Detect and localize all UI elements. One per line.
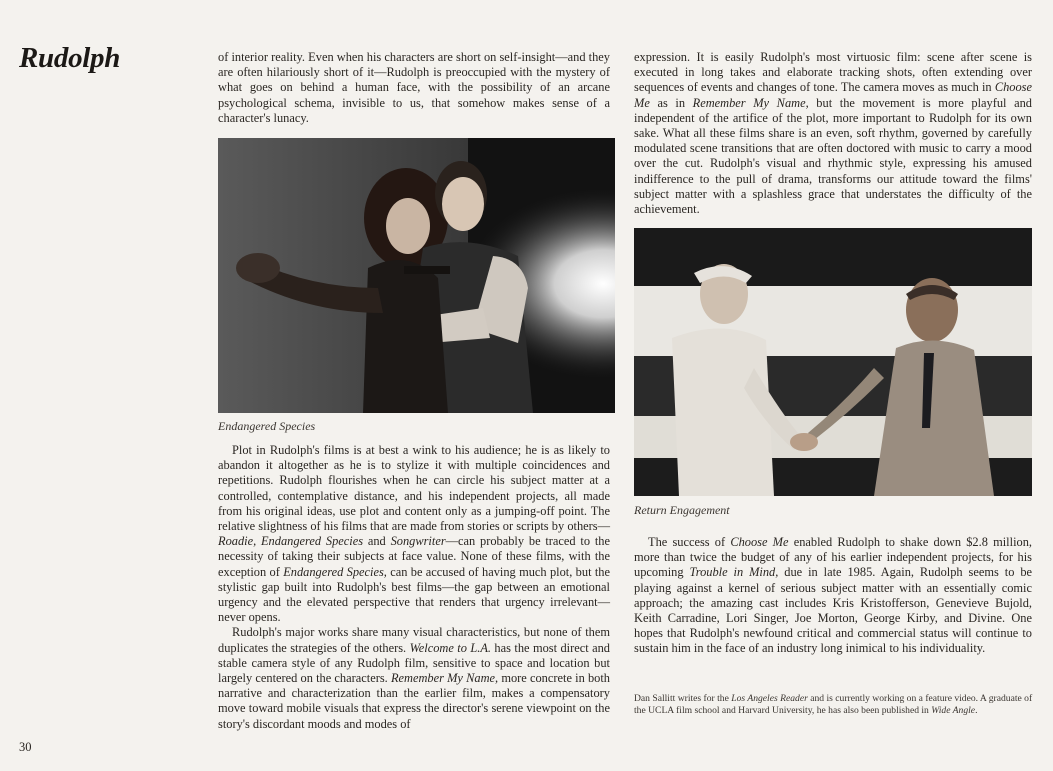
right-column-body [634,535,1032,657]
paragraph: The success of Choose Me enabled Rudolph to shake down $2.8 million, more than twice the budget of any of his earlier independent projects, for his upcoming Trouble in Mind, due in late 1985. Again, Rudolph seems to be playing against a kernel of serious subject matter with an essentially comic approach; the amazing cast includes Kris Kristofferson, Genevieve Bujold, Keith Carradine, Lori Singer, Joe Morton, George Kirby, and Divine. One hopes that Rudolph's newfound critical and commercial status will continue to sustain him in the face of an industry long inimical to his individuality. [634,535,1033,656]
film-still-image [218,138,615,413]
film-still-image [634,228,1032,496]
page-heading: Rudolph [19,42,121,74]
paragraph: Plot in Rudolph's films is at best a wink to his audience; he is as likely to abandon it altogether as he is to stylize it with multiple coincidences and repetitions. Rudolph flourishes when he can circle his subject matter at a controlled, contemplative distance, and his independent projects, all made from his original ideas, use plot and content only as a jumping-off point. The relative slightness of his films that are made from stories or scripts by others—Roadie, Endangered Species and Songwriter—can probably be traced to the necessity of taking their subjects at face value. None of these films, with the exception of Endangered Species, can be accused of having much plot, but the stylistic gap built into Rudolph's best films—the gap between an emotional urgency and the elevated perspective that renders that urgency irrelevant—never opens. [218,443,611,625]
author-byline: Dan Sallitt writes for the Los Angeles Reader and is currently working on a feature video. A graduate of the UCLA film school and Harvard University, he has also been published in Wide Angle. [634,693,1033,716]
left-column-top-text [218,50,610,126]
photo-endangered-species [218,138,615,413]
photo-caption: Endangered Species [218,419,316,433]
paragraph: Rudolph's major works share many visual characteristics, but none of them duplicates the strategies of the others. Welcome to L.A. has the most direct and stable camera style of any Rudolph film, sensitive to space and location but largely centered on the characters. Remember My Name, more concrete in both narrative and characterization than the earlier film, makes a compensatory move toward mobile visuals that express the director's serene viewpoint on the story's discordant moods and modes of [218,625,610,731]
page-number: 30 [19,740,32,754]
right-column-top-text [634,50,1032,217]
left-column-body [218,443,610,732]
photo-return-engagement [634,228,1032,496]
photo-caption: Return Engagement [634,503,730,517]
paragraph: expression. It is easily Rudolph's most virtuosic film: scene after scene is executed in long takes and elaborate tracking shots, often extending over sequences of events and changes of tone. The camera moves as much in Choose Me as in Remember My Name, but the movement is more playful and independent of the artifice of the plot, more important to Rudolph for its own sake. What all these films share is an even, soft rhythm, governed by carefully modulated scene transitions that are often doctored with music to carry a mood over the cut. Rudolph's visual and rhythmic style, expressing his amused indifference to the pull of drama, transforms our attitude toward the films' subject matter with a splashless grace that understates the difficulty of the achievement. [634,50,1032,217]
paragraph: of interior reality. Even when his characters are short on self-insight—and they are often hilariously short of it—Rudolph is preoccupied with the mystery of what goes on behind a human face, with the possibility of an arcane psychological schema, invisible to us, that somehow makes sense of a character's lunacy. [218,50,610,125]
